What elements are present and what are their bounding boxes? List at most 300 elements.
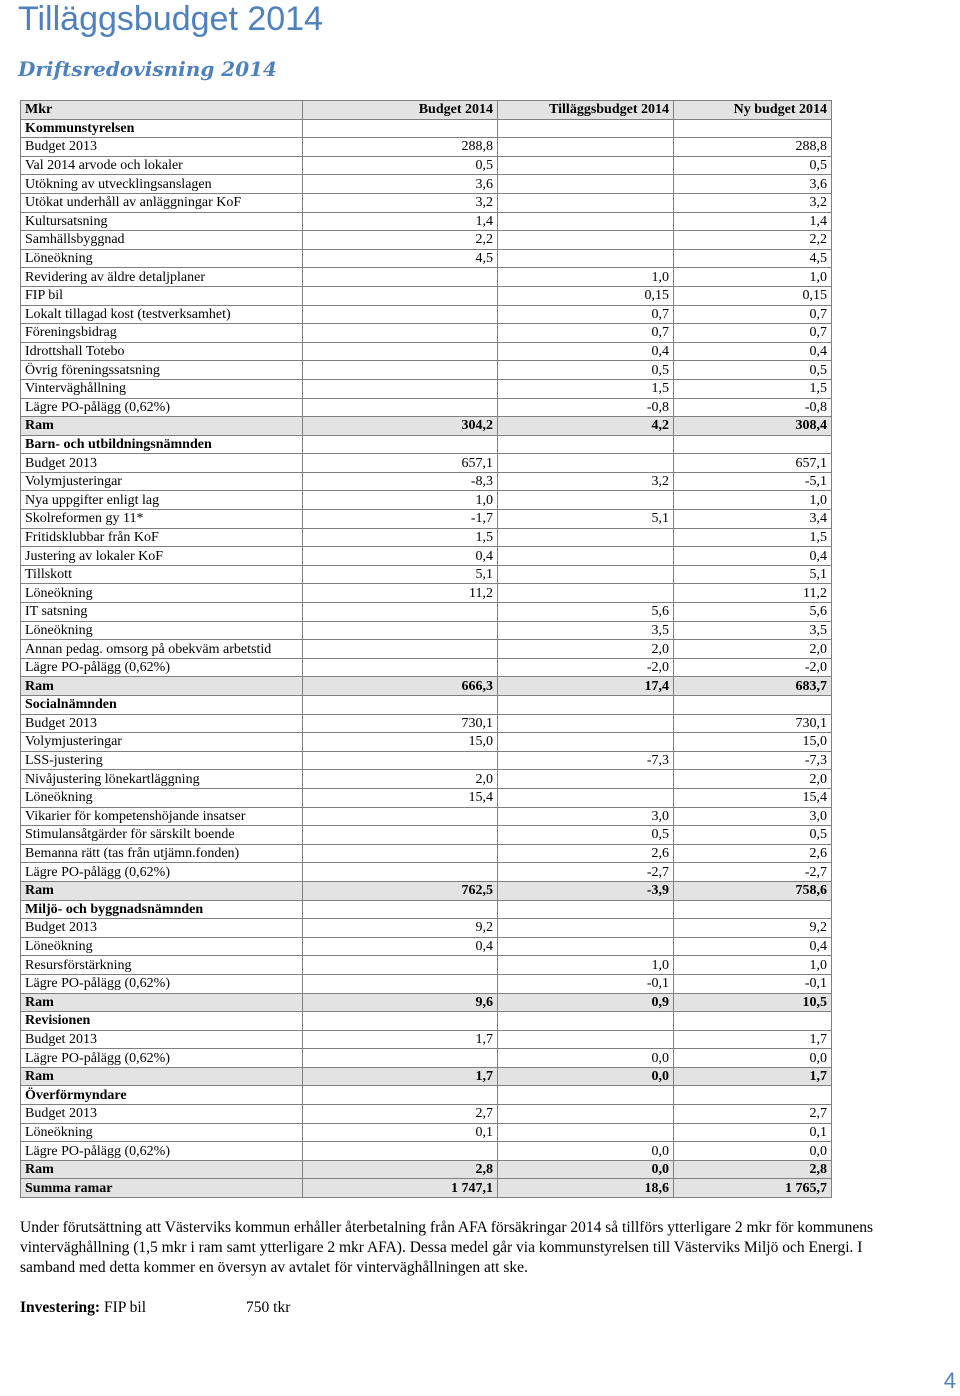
table-row bbox=[21, 937, 832, 956]
row-label-cell: Överförmyndare bbox=[21, 1086, 303, 1105]
table-row bbox=[21, 454, 832, 473]
table-row bbox=[21, 733, 832, 752]
row-label-cell: Ram bbox=[21, 677, 303, 696]
value-cell bbox=[498, 1030, 674, 1049]
table-row bbox=[21, 640, 832, 659]
value-cell: 3,2 bbox=[303, 193, 498, 212]
value-cell bbox=[303, 826, 498, 845]
row-label-cell: FIP bil bbox=[21, 286, 303, 305]
value-cell: -0,8 bbox=[498, 398, 674, 417]
value-cell bbox=[303, 398, 498, 417]
value-cell: 1,7 bbox=[303, 1067, 498, 1086]
value-cell bbox=[303, 751, 498, 770]
value-cell bbox=[303, 863, 498, 882]
row-label-cell: Summa ramar bbox=[21, 1179, 303, 1198]
value-cell bbox=[498, 175, 674, 194]
value-cell bbox=[303, 603, 498, 622]
value-cell bbox=[303, 268, 498, 287]
row-label-cell: Volymjusteringar bbox=[21, 472, 303, 491]
value-cell: 1,4 bbox=[303, 212, 498, 231]
value-cell bbox=[498, 1012, 674, 1031]
value-cell: -2,0 bbox=[674, 658, 832, 677]
page-number: 4 bbox=[943, 1368, 956, 1393]
table-row bbox=[21, 584, 832, 603]
value-cell: 15,4 bbox=[303, 788, 498, 807]
row-label-cell: Val 2014 arvode och lokaler bbox=[21, 156, 303, 175]
value-cell: 0,15 bbox=[674, 286, 832, 305]
value-cell bbox=[303, 696, 498, 715]
value-cell: 15,4 bbox=[674, 788, 832, 807]
row-label-cell: Bemanna rätt (tas från utjämn.fonden) bbox=[21, 844, 303, 863]
value-cell bbox=[498, 1086, 674, 1105]
value-cell: -2,0 bbox=[498, 658, 674, 677]
value-cell bbox=[498, 231, 674, 250]
section-header-row bbox=[21, 696, 832, 715]
table-row bbox=[21, 603, 832, 622]
value-cell: 9,2 bbox=[303, 919, 498, 938]
value-cell: 5,6 bbox=[674, 603, 832, 622]
value-cell: 0,5 bbox=[674, 156, 832, 175]
value-cell: 1,5 bbox=[674, 379, 832, 398]
value-cell: 3,0 bbox=[674, 807, 832, 826]
table-row bbox=[21, 714, 832, 733]
value-cell: 0,7 bbox=[674, 305, 832, 324]
value-cell: -0,1 bbox=[498, 974, 674, 993]
value-cell bbox=[303, 844, 498, 863]
row-label-cell: Justering av lokaler KoF bbox=[21, 547, 303, 566]
value-cell: 1,7 bbox=[674, 1030, 832, 1049]
table-row bbox=[21, 305, 832, 324]
value-cell bbox=[303, 342, 498, 361]
value-cell: 11,2 bbox=[303, 584, 498, 603]
value-cell: 0,0 bbox=[498, 1142, 674, 1161]
table-row bbox=[21, 547, 832, 566]
value-cell bbox=[303, 119, 498, 138]
value-cell bbox=[303, 286, 498, 305]
table-row bbox=[21, 231, 832, 250]
investment-amount: 750 tkr bbox=[246, 1299, 291, 1316]
row-label-cell: Kultursatsning bbox=[21, 212, 303, 231]
value-cell bbox=[498, 193, 674, 212]
value-cell: 15,0 bbox=[674, 733, 832, 752]
value-cell: 0,0 bbox=[498, 1067, 674, 1086]
value-cell bbox=[303, 974, 498, 993]
value-cell: 0,4 bbox=[674, 547, 832, 566]
row-label-cell: Ram bbox=[21, 1160, 303, 1179]
budget-table-header bbox=[21, 101, 832, 120]
table-row bbox=[21, 826, 832, 845]
table-row bbox=[21, 528, 832, 547]
value-cell: 0,1 bbox=[303, 1123, 498, 1142]
table-row bbox=[21, 398, 832, 417]
value-cell bbox=[303, 1142, 498, 1161]
value-cell bbox=[303, 1049, 498, 1068]
value-cell: 0,0 bbox=[498, 1049, 674, 1068]
value-cell: -7,3 bbox=[674, 751, 832, 770]
value-cell: 3,2 bbox=[498, 472, 674, 491]
value-cell bbox=[303, 1086, 498, 1105]
value-cell: 1,0 bbox=[303, 491, 498, 510]
value-cell: 5,1 bbox=[498, 510, 674, 529]
value-cell: 304,2 bbox=[303, 417, 498, 436]
investment-label: Investering: bbox=[20, 1299, 101, 1316]
ram-subtotal-row bbox=[21, 993, 832, 1012]
row-label-cell: Övrig föreningssatsning bbox=[21, 361, 303, 380]
value-cell bbox=[674, 435, 832, 454]
table-row bbox=[21, 1030, 832, 1049]
value-cell: 10,5 bbox=[674, 993, 832, 1012]
table-row bbox=[21, 193, 832, 212]
table-row bbox=[21, 863, 832, 882]
value-cell bbox=[303, 621, 498, 640]
table-row bbox=[21, 844, 832, 863]
value-cell: 3,6 bbox=[674, 175, 832, 194]
value-cell bbox=[498, 212, 674, 231]
grand-total-row bbox=[21, 1179, 832, 1198]
row-label-cell: Barn- och utbildningsnämnden bbox=[21, 435, 303, 454]
row-label-cell: Utökat underhåll av anläggningar KoF bbox=[21, 193, 303, 212]
table-row bbox=[21, 472, 832, 491]
value-cell: 1,0 bbox=[674, 268, 832, 287]
value-cell: 5,1 bbox=[303, 565, 498, 584]
value-cell bbox=[498, 714, 674, 733]
row-label-cell: Budget 2013 bbox=[21, 1105, 303, 1124]
value-cell: 1,5 bbox=[303, 528, 498, 547]
value-cell: 0,4 bbox=[674, 937, 832, 956]
value-cell: 2,0 bbox=[674, 640, 832, 659]
value-cell: 2,2 bbox=[303, 231, 498, 250]
value-cell: 0,4 bbox=[674, 342, 832, 361]
row-label-cell: Samhällsbyggnad bbox=[21, 231, 303, 250]
row-label-cell: Miljö- och byggnadsnämnden bbox=[21, 900, 303, 919]
value-cell: 0,5 bbox=[498, 361, 674, 380]
table-row bbox=[21, 361, 832, 380]
value-cell: 308,4 bbox=[674, 417, 832, 436]
row-label-cell: Lägre PO-pålägg (0,62%) bbox=[21, 1049, 303, 1068]
table-row bbox=[21, 324, 832, 343]
ram-subtotal-row bbox=[21, 881, 832, 900]
row-label-cell: Ram bbox=[21, 881, 303, 900]
section-subtitle: Driftsredovisning 2014 bbox=[18, 57, 277, 81]
value-cell: 0,15 bbox=[498, 286, 674, 305]
table-row bbox=[21, 268, 832, 287]
table-row bbox=[21, 1123, 832, 1142]
page-title: Tilläggsbudget 2014 bbox=[18, 0, 323, 38]
row-label-cell: Resursförstärkning bbox=[21, 956, 303, 975]
section-header-row bbox=[21, 119, 832, 138]
value-cell: 2,8 bbox=[303, 1160, 498, 1179]
value-cell: 3,5 bbox=[498, 621, 674, 640]
table-row bbox=[21, 751, 832, 770]
row-label-cell: Socialnämnden bbox=[21, 696, 303, 715]
value-cell: 0,9 bbox=[498, 993, 674, 1012]
value-cell: 0,7 bbox=[674, 324, 832, 343]
value-cell bbox=[303, 435, 498, 454]
value-cell: 3,6 bbox=[303, 175, 498, 194]
value-cell: 0,5 bbox=[674, 826, 832, 845]
value-cell bbox=[498, 788, 674, 807]
value-cell bbox=[303, 956, 498, 975]
row-label-cell: IT satsning bbox=[21, 603, 303, 622]
row-label-cell: Löneökning bbox=[21, 621, 303, 640]
value-cell: 1,7 bbox=[303, 1030, 498, 1049]
value-cell: 730,1 bbox=[303, 714, 498, 733]
row-label-cell: Skolreformen gy 11* bbox=[21, 510, 303, 529]
value-cell: 11,2 bbox=[674, 584, 832, 603]
value-cell bbox=[674, 1012, 832, 1031]
value-cell bbox=[303, 900, 498, 919]
value-cell: 3,5 bbox=[674, 621, 832, 640]
section-header-row bbox=[21, 1012, 832, 1031]
value-cell: 0,5 bbox=[303, 156, 498, 175]
value-cell: 2,0 bbox=[498, 640, 674, 659]
row-label-cell: Lokalt tillagad kost (testverksamhet) bbox=[21, 305, 303, 324]
value-cell: 683,7 bbox=[674, 677, 832, 696]
row-label-cell: Löneökning bbox=[21, 584, 303, 603]
value-cell: 0,7 bbox=[498, 305, 674, 324]
row-label-cell: Löneökning bbox=[21, 937, 303, 956]
value-cell: 2,0 bbox=[674, 770, 832, 789]
value-cell: 1,7 bbox=[674, 1067, 832, 1086]
value-cell bbox=[498, 1105, 674, 1124]
investment-item: FIP bil bbox=[103, 1299, 147, 1316]
value-cell bbox=[498, 1123, 674, 1142]
row-label-cell: Vinterväghållning bbox=[21, 379, 303, 398]
table-row bbox=[21, 788, 832, 807]
header-cell-mkr: Mkr bbox=[21, 101, 303, 120]
value-cell bbox=[498, 919, 674, 938]
value-cell bbox=[674, 900, 832, 919]
value-cell: 0,7 bbox=[498, 324, 674, 343]
value-cell: 0,1 bbox=[674, 1123, 832, 1142]
table-row bbox=[21, 1142, 832, 1161]
value-cell: 288,8 bbox=[674, 138, 832, 157]
value-cell: 0,0 bbox=[674, 1049, 832, 1068]
value-cell bbox=[498, 138, 674, 157]
value-cell: 2,2 bbox=[674, 231, 832, 250]
row-label-cell: LSS-justering bbox=[21, 751, 303, 770]
value-cell: 2,6 bbox=[498, 844, 674, 863]
row-label-cell: Budget 2013 bbox=[21, 714, 303, 733]
table-row bbox=[21, 510, 832, 529]
value-cell bbox=[303, 324, 498, 343]
value-cell bbox=[674, 1086, 832, 1105]
value-cell bbox=[498, 770, 674, 789]
table-row bbox=[21, 286, 832, 305]
value-cell: 17,4 bbox=[498, 677, 674, 696]
table-row bbox=[21, 807, 832, 826]
row-label-cell: Nivåjustering lönekartläggning bbox=[21, 770, 303, 789]
value-cell: -3,9 bbox=[498, 881, 674, 900]
value-cell: 9,2 bbox=[674, 919, 832, 938]
value-cell bbox=[303, 640, 498, 659]
value-cell: 3,4 bbox=[674, 510, 832, 529]
row-label-cell: Föreningsbidrag bbox=[21, 324, 303, 343]
table-row bbox=[21, 491, 832, 510]
value-cell bbox=[674, 696, 832, 715]
table-row bbox=[21, 379, 832, 398]
value-cell bbox=[498, 733, 674, 752]
value-cell: -0,8 bbox=[674, 398, 832, 417]
header-cell-tillaggsbudget-2014: Tilläggsbudget 2014 bbox=[498, 101, 674, 120]
row-label-cell: Löneökning bbox=[21, 249, 303, 268]
value-cell bbox=[498, 584, 674, 603]
value-cell: 1,4 bbox=[674, 212, 832, 231]
table-row bbox=[21, 956, 832, 975]
value-cell: 288,8 bbox=[303, 138, 498, 157]
row-label-cell: Stimulansåtgärder för särskilt boende bbox=[21, 826, 303, 845]
value-cell: 1,5 bbox=[674, 528, 832, 547]
table-row bbox=[21, 138, 832, 157]
row-label-cell: Lägre PO-pålägg (0,62%) bbox=[21, 974, 303, 993]
row-label-cell: Lägre PO-pålägg (0,62%) bbox=[21, 398, 303, 417]
value-cell: 4,5 bbox=[674, 249, 832, 268]
ram-subtotal-row bbox=[21, 1160, 832, 1179]
section-header-row bbox=[21, 900, 832, 919]
value-cell: 3,0 bbox=[498, 807, 674, 826]
value-cell: 2,6 bbox=[674, 844, 832, 863]
value-cell: 2,0 bbox=[303, 770, 498, 789]
value-cell bbox=[303, 807, 498, 826]
header-cell-ny-budget-2014: Ny budget 2014 bbox=[674, 101, 832, 120]
value-cell: 4,2 bbox=[498, 417, 674, 436]
value-cell: 1,5 bbox=[498, 379, 674, 398]
afa-note-paragraph: Under förutsättning att Västerviks kommun erhåller återbetalning från AFA försäkringar 2014 så tillförs ytterligare 2 mkr för kommunens vinterväghållning (1,5 mkr i ram samt ytterligare 2 mkr AFA). Dessa medel går via kommunstyrelsen till Västerviks Miljö och Energi. I samband med detta kommer en översyn av avtalet för vinterväghållningen att ske. bbox=[20, 1219, 874, 1276]
value-cell: 15,0 bbox=[303, 733, 498, 752]
budget-table bbox=[20, 100, 832, 1198]
row-label-cell: Revisionen bbox=[21, 1012, 303, 1031]
value-cell: 758,6 bbox=[674, 881, 832, 900]
value-cell: 0,4 bbox=[303, 937, 498, 956]
value-cell bbox=[498, 696, 674, 715]
ram-subtotal-row bbox=[21, 1067, 832, 1086]
value-cell bbox=[498, 156, 674, 175]
value-cell: 3,2 bbox=[674, 193, 832, 212]
value-cell: 0,0 bbox=[674, 1142, 832, 1161]
row-label-cell: Kommunstyrelsen bbox=[21, 119, 303, 138]
value-cell bbox=[498, 249, 674, 268]
value-cell: -7,3 bbox=[498, 751, 674, 770]
row-label-cell: Idrottshall Totebo bbox=[21, 342, 303, 361]
value-cell: -2,7 bbox=[498, 863, 674, 882]
row-label-cell: Budget 2013 bbox=[21, 138, 303, 157]
budget-table-body bbox=[21, 119, 832, 1197]
value-cell bbox=[303, 305, 498, 324]
row-label-cell: Ram bbox=[21, 993, 303, 1012]
value-cell: 5,1 bbox=[674, 565, 832, 584]
table-row bbox=[21, 974, 832, 993]
row-label-cell: Utökning av utvecklingsanslagen bbox=[21, 175, 303, 194]
table-row bbox=[21, 175, 832, 194]
value-cell: 2,7 bbox=[674, 1105, 832, 1124]
table-row bbox=[21, 342, 832, 361]
table-row bbox=[21, 565, 832, 584]
table-row bbox=[21, 919, 832, 938]
ram-subtotal-row bbox=[21, 417, 832, 436]
header-row bbox=[21, 101, 832, 120]
row-label-cell: Lägre PO-pålägg (0,62%) bbox=[21, 863, 303, 882]
value-cell: 1,0 bbox=[498, 956, 674, 975]
value-cell: 1 747,1 bbox=[303, 1179, 498, 1198]
value-cell: 730,1 bbox=[674, 714, 832, 733]
value-cell: 1,0 bbox=[498, 268, 674, 287]
row-label-cell: Ram bbox=[21, 1067, 303, 1086]
row-label-cell: Revidering av äldre detaljplaner bbox=[21, 268, 303, 287]
investment-line bbox=[20, 1298, 290, 1318]
value-cell bbox=[498, 435, 674, 454]
value-cell: 2,7 bbox=[303, 1105, 498, 1124]
value-cell: 762,5 bbox=[303, 881, 498, 900]
value-cell: 5,6 bbox=[498, 603, 674, 622]
row-label-cell: Nya uppgifter enligt lag bbox=[21, 491, 303, 510]
value-cell: 1,0 bbox=[674, 491, 832, 510]
value-cell: 9,6 bbox=[303, 993, 498, 1012]
value-cell: 0,5 bbox=[498, 826, 674, 845]
value-cell: -8,3 bbox=[303, 472, 498, 491]
value-cell bbox=[303, 379, 498, 398]
value-cell: -2,7 bbox=[674, 863, 832, 882]
value-cell: 657,1 bbox=[303, 454, 498, 473]
row-label-cell: Budget 2013 bbox=[21, 1030, 303, 1049]
row-label-cell: Fritidsklubbar från KoF bbox=[21, 528, 303, 547]
value-cell: -1,7 bbox=[303, 510, 498, 529]
section-header-row bbox=[21, 1086, 832, 1105]
table-row bbox=[21, 658, 832, 677]
value-cell: 0,4 bbox=[498, 342, 674, 361]
row-label-cell: Lägre PO-pålägg (0,62%) bbox=[21, 658, 303, 677]
value-cell bbox=[498, 900, 674, 919]
value-cell bbox=[498, 547, 674, 566]
row-label-cell: Budget 2013 bbox=[21, 919, 303, 938]
table-row bbox=[21, 249, 832, 268]
row-label-cell: Lägre PO-pålägg (0,62%) bbox=[21, 1142, 303, 1161]
table-row bbox=[21, 156, 832, 175]
value-cell bbox=[303, 1012, 498, 1031]
row-label-cell: Budget 2013 bbox=[21, 454, 303, 473]
value-cell: -5,1 bbox=[674, 472, 832, 491]
value-cell: 657,1 bbox=[674, 454, 832, 473]
value-cell: 4,5 bbox=[303, 249, 498, 268]
row-label-cell: Löneökning bbox=[21, 1123, 303, 1142]
row-label-cell: Volymjusteringar bbox=[21, 733, 303, 752]
value-cell: 1 765,7 bbox=[674, 1179, 832, 1198]
table-row bbox=[21, 212, 832, 231]
value-cell bbox=[303, 361, 498, 380]
row-label-cell: Tillskott bbox=[21, 565, 303, 584]
section-header-row bbox=[21, 435, 832, 454]
ram-subtotal-row bbox=[21, 677, 832, 696]
value-cell: 666,3 bbox=[303, 677, 498, 696]
row-label-cell: Annan pedag. omsorg på obekväm arbetstid bbox=[21, 640, 303, 659]
table-row bbox=[21, 621, 832, 640]
value-cell bbox=[498, 528, 674, 547]
value-cell: 0,4 bbox=[303, 547, 498, 566]
row-label-cell: Löneökning bbox=[21, 788, 303, 807]
header-cell-budget-2014: Budget 2014 bbox=[303, 101, 498, 120]
value-cell bbox=[498, 937, 674, 956]
value-cell bbox=[498, 454, 674, 473]
value-cell: 0,5 bbox=[674, 361, 832, 380]
value-cell bbox=[674, 119, 832, 138]
value-cell: -0,1 bbox=[674, 974, 832, 993]
value-cell: 1,0 bbox=[674, 956, 832, 975]
table-row bbox=[21, 1105, 832, 1124]
value-cell bbox=[498, 119, 674, 138]
table-row bbox=[21, 1049, 832, 1068]
value-cell: 18,6 bbox=[498, 1179, 674, 1198]
value-cell: 0,0 bbox=[498, 1160, 674, 1179]
table-row bbox=[21, 770, 832, 789]
